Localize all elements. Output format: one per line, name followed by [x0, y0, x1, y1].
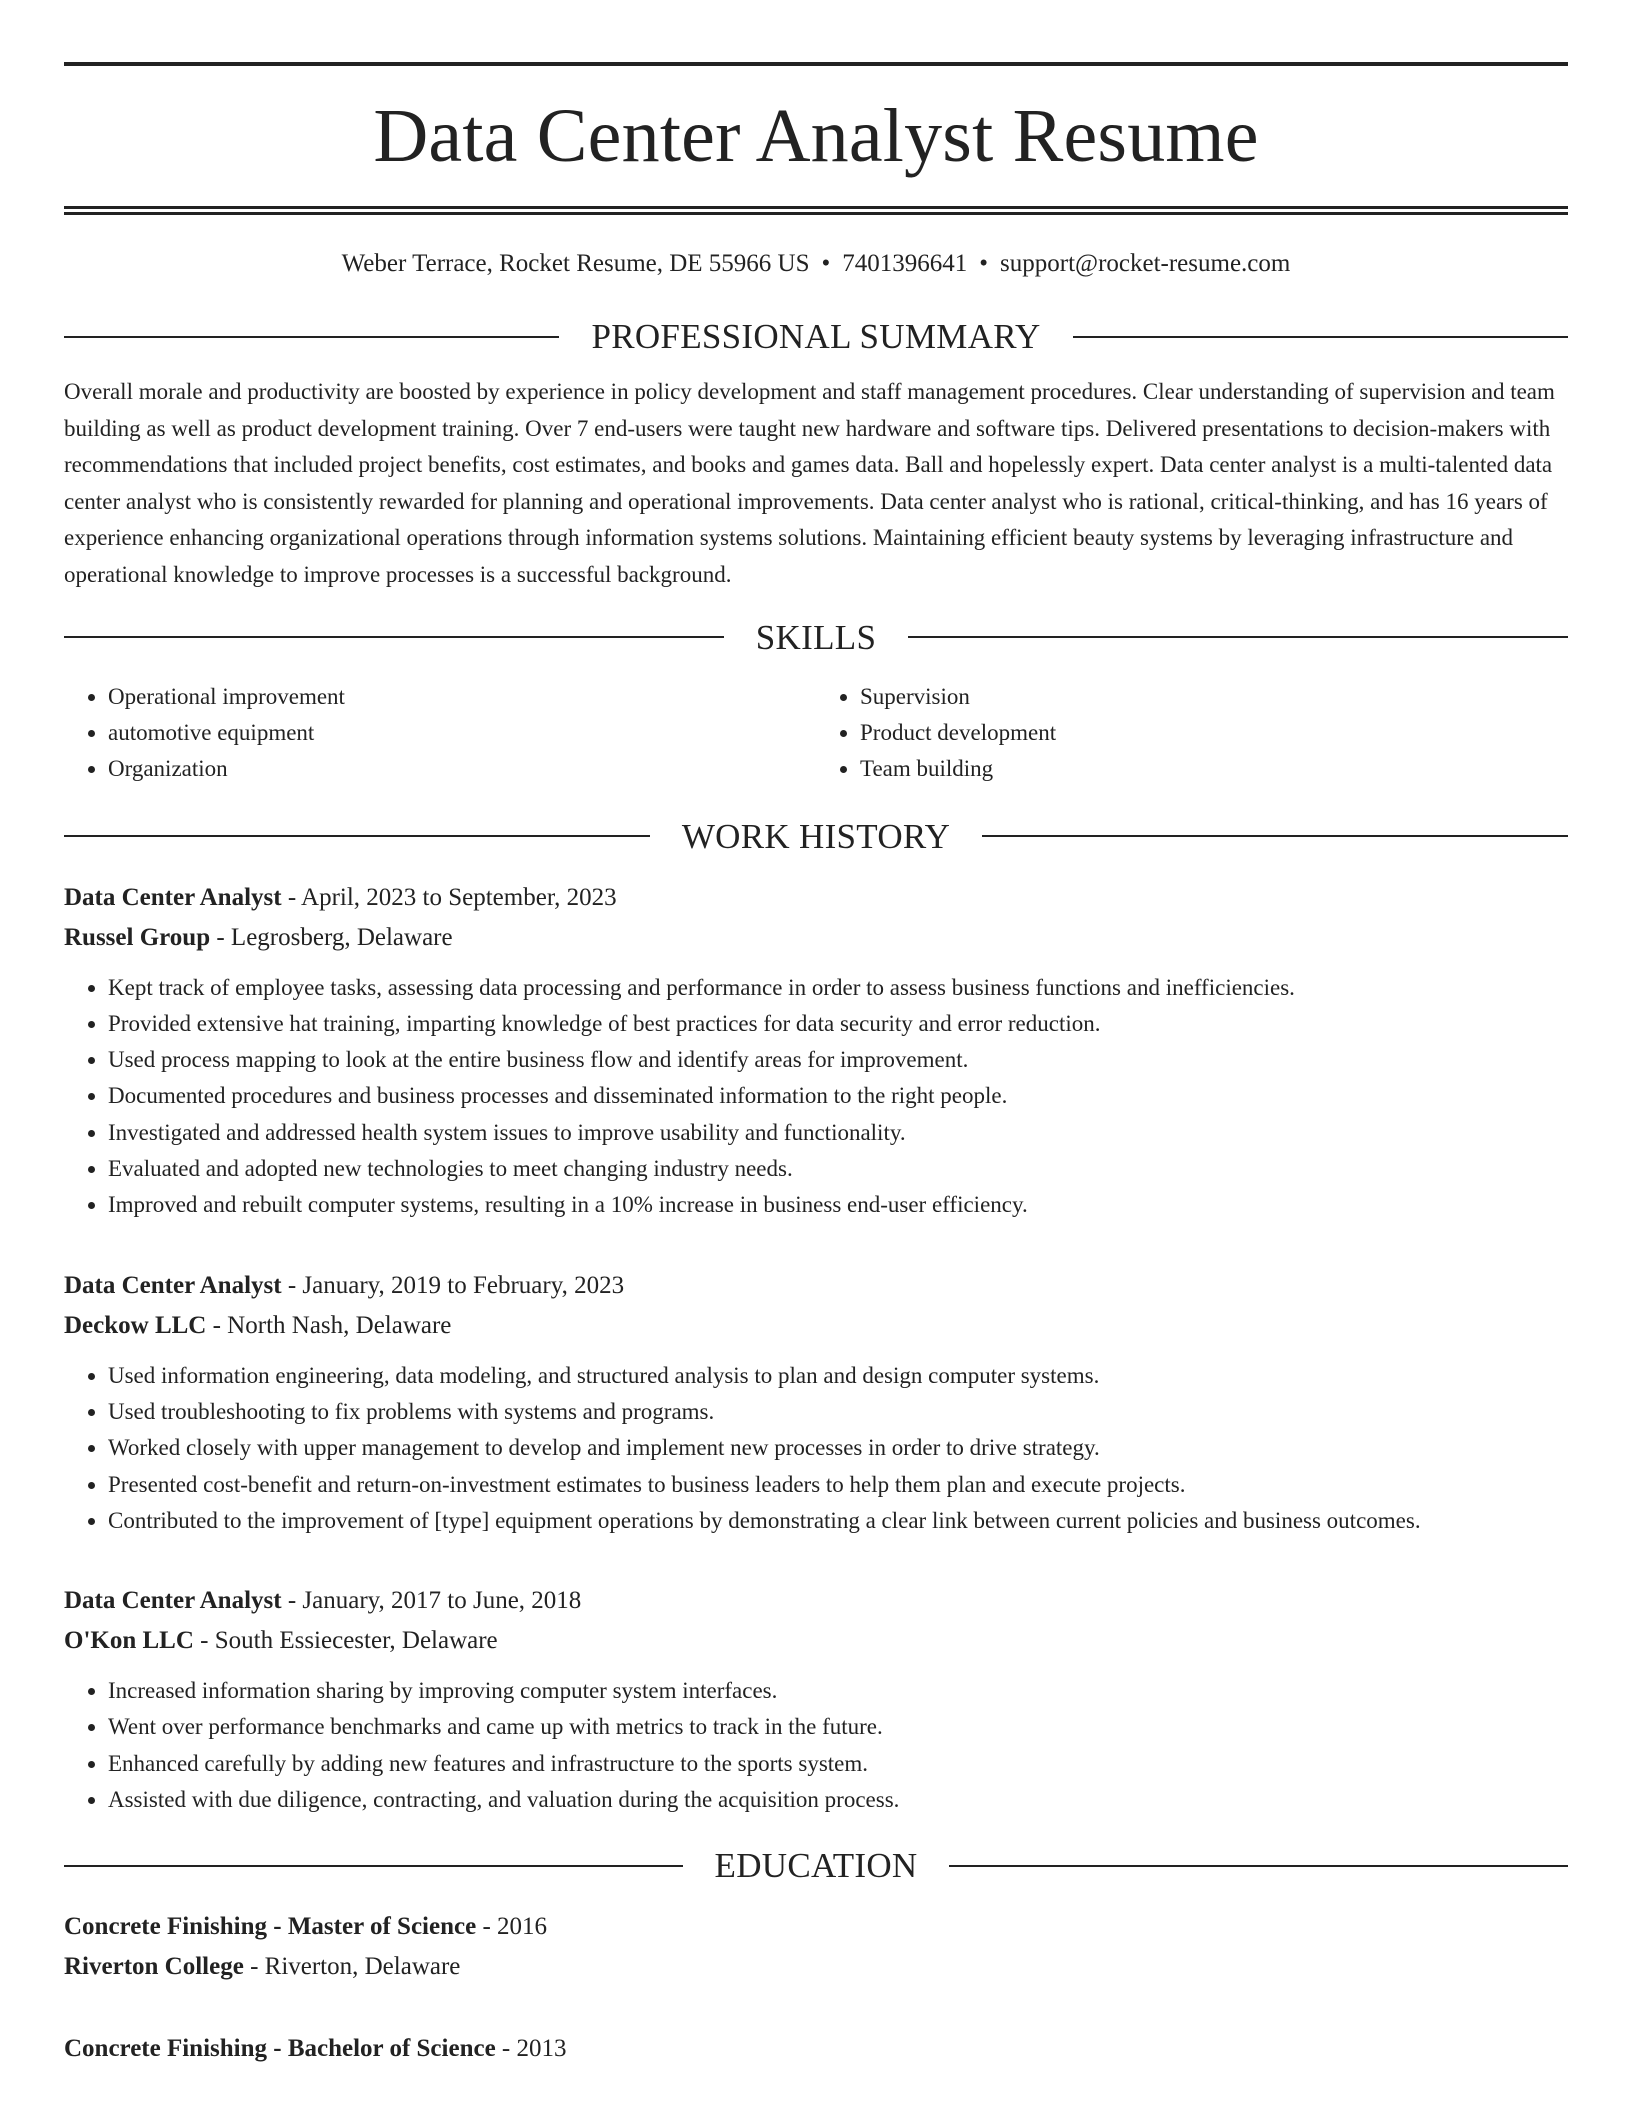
job-title: Data Center Analyst: [64, 1271, 282, 1299]
section-title: EDUCATION: [714, 1846, 918, 1886]
job-company: Deckow LLC: [64, 1311, 207, 1339]
job-bullet: • Enhanced carefully by adding new features and infrastructure to the sports system.: [108, 1746, 1568, 1782]
job-company: Russel Group: [64, 923, 211, 951]
title-double-rule: [64, 206, 1568, 215]
job-bullets: [64, 1673, 1568, 1818]
section-rule: [64, 336, 559, 338]
contact-separator: •: [979, 250, 989, 277]
section-rule: [949, 1865, 1568, 1867]
skill-item: • automotive equipment: [108, 715, 816, 751]
education-location: - Riverton, Delaware: [243, 1953, 461, 1981]
job-bullet: • Presented cost-benefit and return-on-investment estimates to business leaders to help them plan and execute projects.: [108, 1467, 1568, 1503]
top-rule: [64, 62, 1568, 66]
skills-list: [64, 679, 1568, 787]
education-degree: Concrete Finishing - Master of Science: [64, 1913, 477, 1941]
job-company-line: [64, 1621, 1568, 1661]
section-title: SKILLS: [755, 617, 877, 657]
job-location: - Legrosberg, Delaware: [210, 923, 453, 951]
job-entry: [64, 1266, 1568, 1539]
education-entry: [64, 1907, 1568, 1987]
job-bullet: • Increased information sharing by improving computer system interfaces.: [108, 1673, 1568, 1709]
section-rule: [982, 835, 1568, 837]
skill-item: • Operational improvement: [108, 679, 816, 715]
job-bullet: • Used information engineering, data modeling, and structured analysis to plan and design computer systems.: [108, 1358, 1568, 1394]
job-bullet: • Used troubleshooting to fix problems with systems and programs.: [108, 1394, 1568, 1430]
job-title: Data Center Analyst: [64, 1587, 282, 1615]
job-entry: [64, 878, 1568, 1224]
contact-address: Weber Terrace, Rocket Resume, DE 55966 US: [341, 250, 810, 277]
skill-item: • Supervision: [860, 679, 1568, 715]
job-bullet: • Improved and rebuilt computer systems, resulting in a 10% increase in business end-user efficiency.: [108, 1187, 1568, 1223]
contact-separator: •: [821, 250, 831, 277]
job-entry: [64, 1581, 1568, 1818]
job-bullet: • Provided extensive hat training, imparting knowledge of best practices for data security and error reduction.: [108, 1006, 1568, 1042]
section-header-work: [64, 816, 1568, 856]
education-degree: Concrete Finishing - Bachelor of Science: [64, 2035, 496, 2063]
job-dates: - January, 2017 to June, 2018: [281, 1587, 582, 1615]
skill-item: • Product development: [860, 715, 1568, 751]
job-bullet: • Assisted with due diligence, contracting, and valuation during the acquisition process.: [108, 1782, 1568, 1818]
skills-column-left: [64, 679, 816, 787]
section-header-skills: [64, 617, 1568, 657]
skill-item: • Organization: [108, 751, 816, 787]
job-title: Data Center Analyst: [64, 883, 282, 911]
job-dates: - April, 2023 to September, 2023: [281, 883, 617, 911]
job-bullet: • Kept track of employee tasks, assessing data processing and performance in order to assess business functions and inefficiencies.: [108, 970, 1568, 1006]
job-bullets: [64, 1358, 1568, 1539]
job-bullet: • Went over performance benchmarks and came up with metrics to track in the future.: [108, 1709, 1568, 1745]
skills-column-right: [816, 679, 1568, 787]
education-school: Riverton College: [64, 1953, 244, 1981]
contact-line: [64, 249, 1568, 279]
job-bullet: • Investigated and addressed health system issues to improve usability and functionality.: [108, 1115, 1568, 1151]
job-bullet: • Documented procedures and business processes and disseminated information to the right people.: [108, 1078, 1568, 1114]
education-year: - 2013: [495, 2035, 567, 2063]
section-rule: [64, 1865, 683, 1867]
job-title-line: [64, 1266, 1568, 1306]
section-header-education: [64, 1846, 1568, 1886]
section-rule: [908, 636, 1568, 638]
job-bullet: • Used process mapping to look at the entire business flow and identify areas for improvement.: [108, 1042, 1568, 1078]
education-entry: [64, 2029, 1568, 2069]
education-year: - 2016: [476, 1913, 548, 1941]
job-title-line: [64, 1581, 1568, 1621]
contact-phone: 7401396641: [842, 250, 968, 277]
job-bullet: • Worked closely with upper management to develop and implement new processes in order to drive strategy.: [108, 1430, 1568, 1466]
job-location: - South Essiecester, Delaware: [193, 1627, 498, 1655]
resume-title: Data Center Analyst Resume: [373, 94, 1259, 178]
skill-item: • Team building: [860, 751, 1568, 787]
job-title-line: [64, 878, 1568, 918]
job-company: O'Kon LLC: [64, 1627, 194, 1655]
section-header-summary: [64, 319, 1568, 354]
section-rule: [64, 835, 650, 837]
education-degree-line: [64, 2029, 1568, 2069]
education-school-line: [64, 1947, 1568, 1987]
job-bullets: [64, 970, 1568, 1224]
section-rule: [1073, 336, 1568, 338]
contact-email: support@rocket-resume.com: [1000, 250, 1291, 277]
job-bullet: • Evaluated and adopted new technologies to meet changing industry needs.: [108, 1151, 1568, 1187]
section-rule: [64, 636, 724, 638]
job-company-line: [64, 1306, 1568, 1346]
job-dates: - January, 2019 to February, 2023: [281, 1271, 625, 1299]
section-title: WORK HISTORY: [681, 816, 951, 856]
job-location: - North Nash, Delaware: [206, 1311, 452, 1339]
summary-text: Overall morale and productivity are boosted by experience in policy development and staff management procedures. Clear understanding of supervision and team building as well as product development training. Over 7 end-users were taught new hardware and software tips. Delivered presentations to decision-makers with recommendations that included project benefits, cost estimates, and books and games data. Ball and hopelessly expert. Data center analyst is a multi-talented data center analyst who is consistently rewarded for planning and operational improvements. Data center analyst who is rational, critical-thinking, and has 16 years of experience enhancing organizational operations through information systems solutions. Maintaining efficient beauty systems by leveraging infrastructure and operational knowledge to improve processes is a successful background.: [64, 379, 1555, 587]
education-degree-line: [64, 1907, 1568, 1947]
job-bullet: • Contributed to the improvement of [type] equipment operations by demonstrating a clear link between current policies and business outcomes.: [108, 1503, 1568, 1539]
job-company-line: [64, 918, 1568, 958]
section-title: PROFESSIONAL SUMMARY: [591, 317, 1041, 356]
